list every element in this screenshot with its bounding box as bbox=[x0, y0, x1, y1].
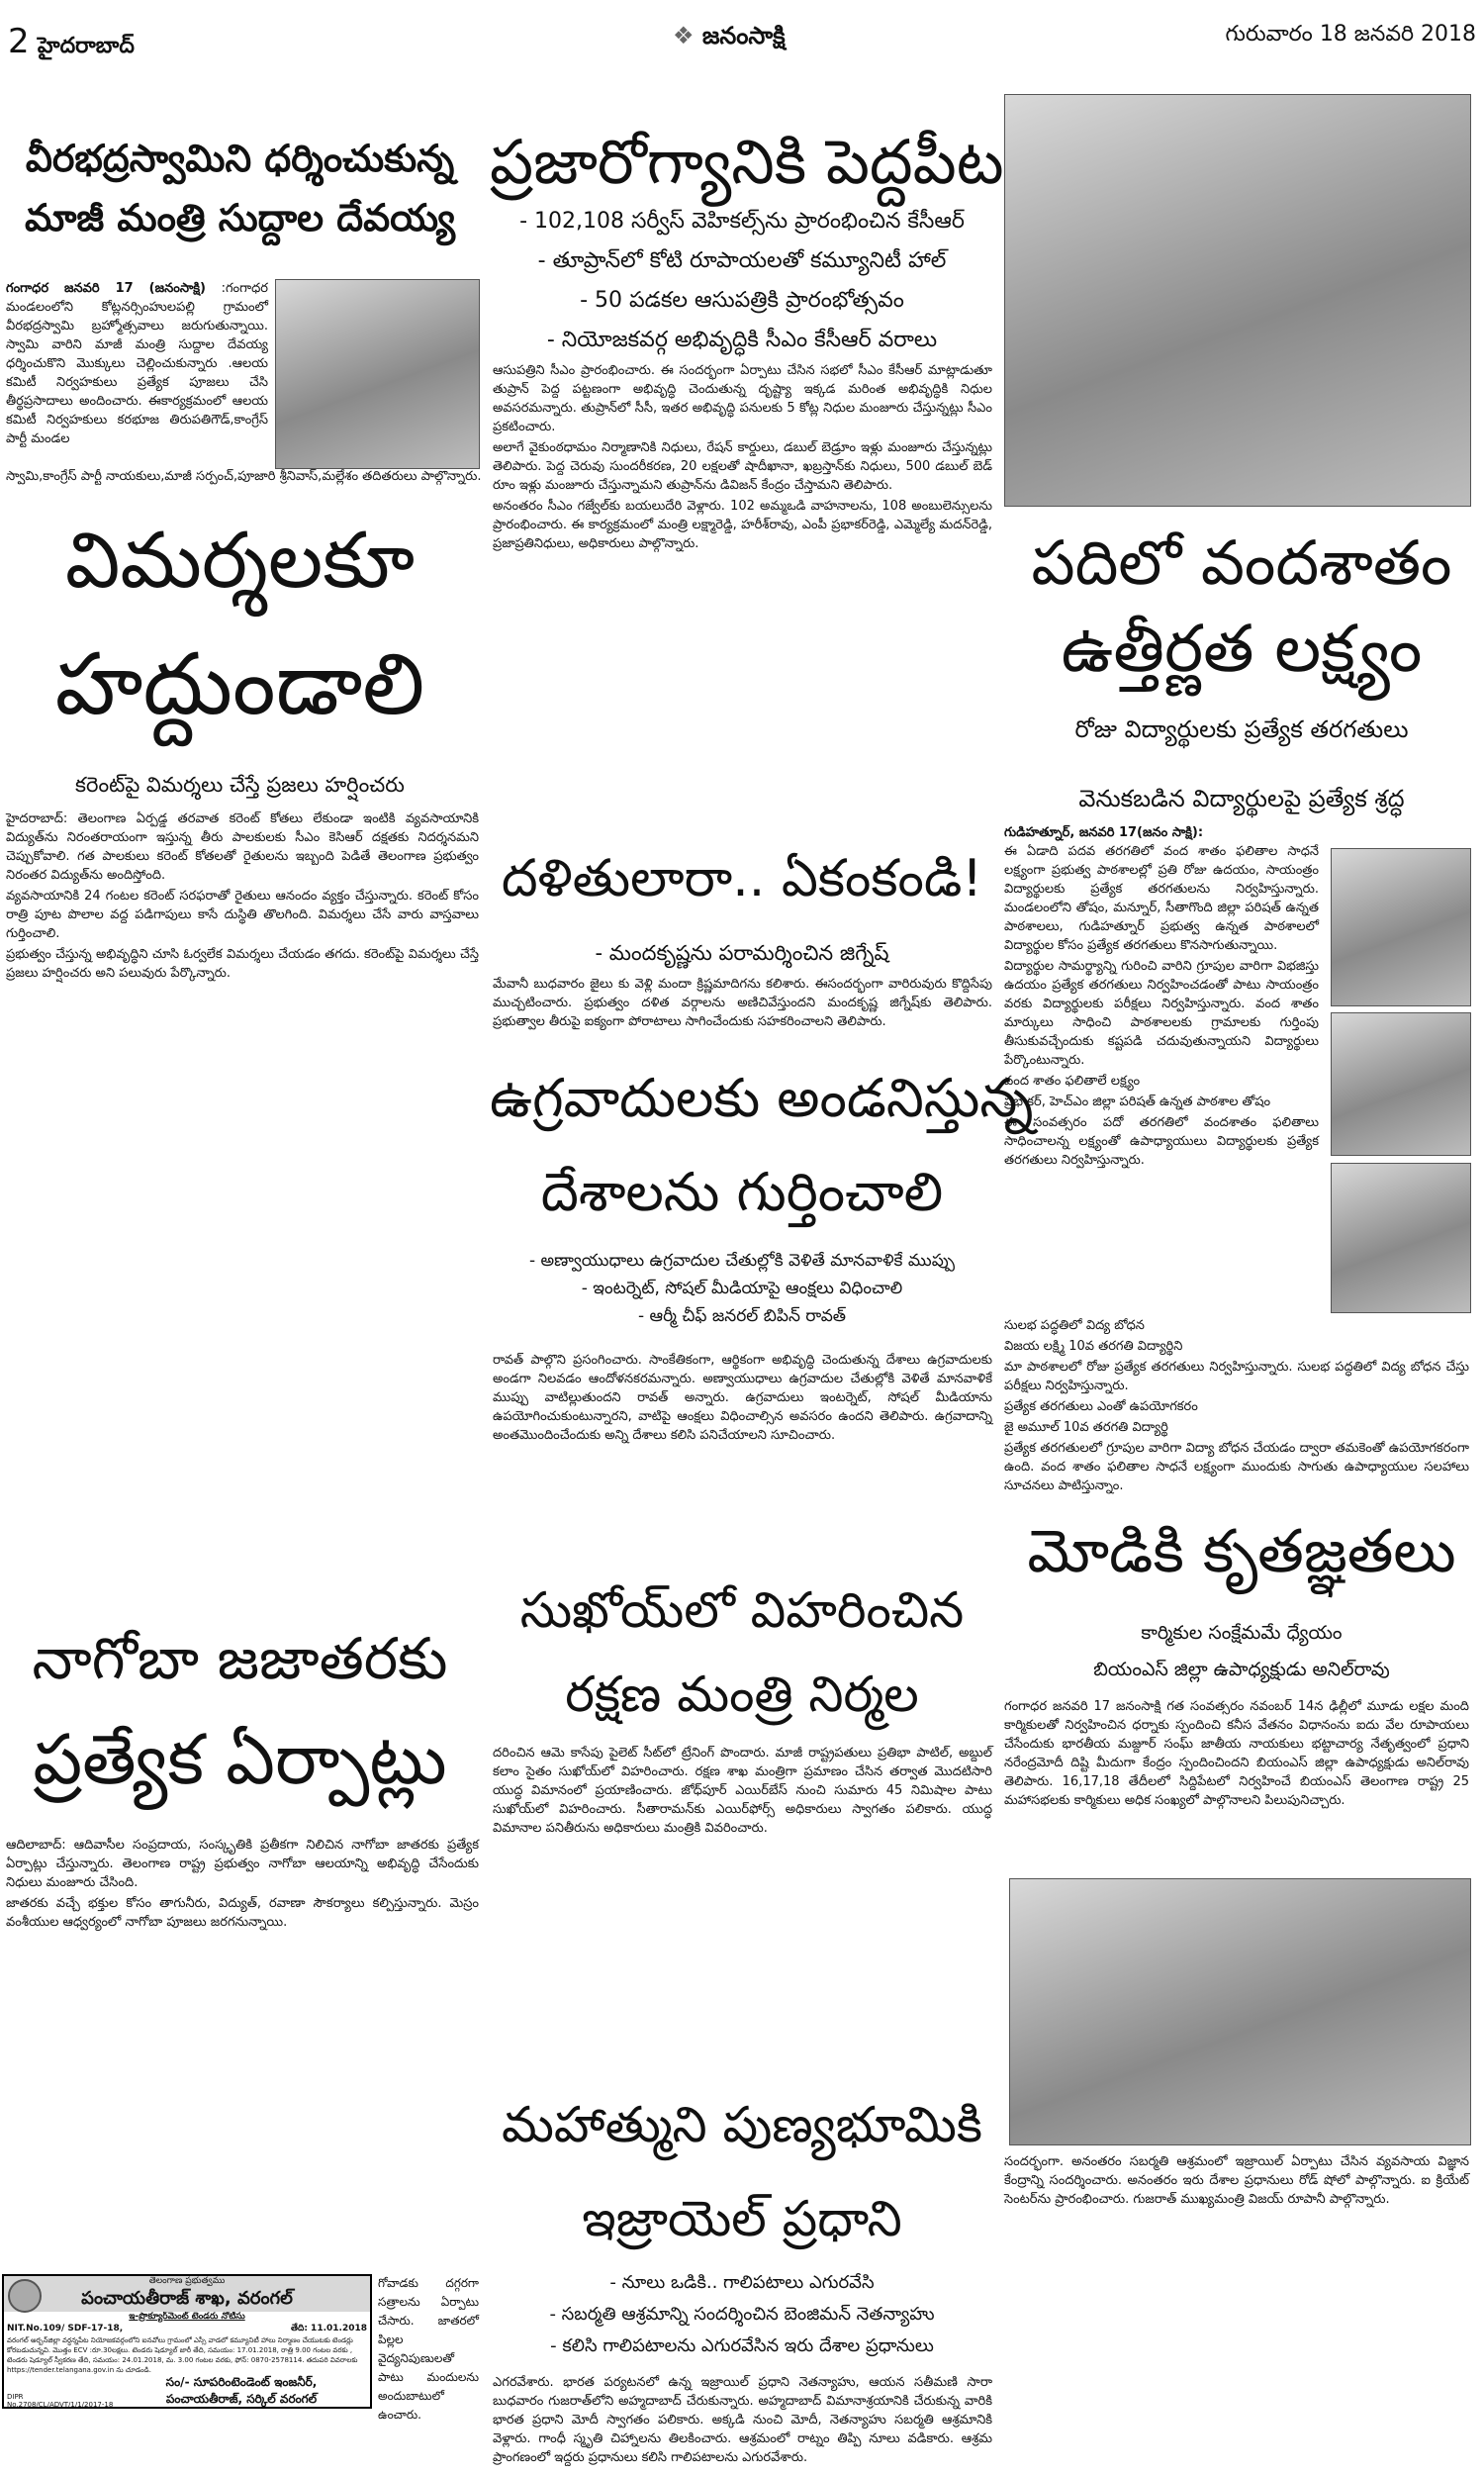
ad-date: తేది: 11.01.2018 bbox=[290, 2324, 367, 2333]
ad-dipr: DIPR No.2708/CL/ADVT/1/1/2017-18 bbox=[7, 2393, 114, 2409]
article-dalit-body: మేవానీ బుధవారం జైలు కు వెళ్లి మందా క్రిష్ణమాదిగను కలిశారు. ఈసందర్భంగా వారిరువురు కొద్దిసేపు ముచ్చటించారు. ప్రభుత్వం దళిత వర్గాలను అణిచివేస్తుందని మందకృష్ణ జిగ్నేష్‌కు తెలిపారు. ప్రభుత్వాల తీరుపై ఐక్యంగా పోరాటాలు సాగించేందుకు సహకరించాలని తెలిపారు. bbox=[493, 977, 992, 1029]
headline-veerabhadra-2: మాజీ మంత్రి సుద్దాల దేవయ్య bbox=[24, 196, 456, 239]
article-bms-body: గంగాధర జనవరి 17 జనంసాక్షి గత సంవత్సరం నవంబర్ 14న ఢిల్లీలో మూడు లక్షల మంది కార్మికులతో నిర్వహించిన ధర్నాకు స్పందించి కనీస వేతనం విధానంను ఐదు వేల రూపాయలు చేసేందుకు భారతీయ మజ్దూర్ సంఘ్ జాతీయ నాయకులు భట్టాచార్య నేతృత్వంలో ప్రధాని నరేంద్రమోదీ దిష్టి మీదుగా కేంద్రం స్పందించిందని బియంఎస్ జిల్లా ఉపాధ్యక్షుడు అనిల్‌రావు తెలిపారు. 16,17,18 తేదీలలో సిద్దిపేటలో నిర్వహించే బియంఎస్ తెలంగాణ రాష్ట్ర 25 మహాసభలకు కార్మికులు అధిక సంఖ్యలో పాల్గొనాలని పిలుపునిచ్చారు. bbox=[1004, 1699, 1469, 1808]
article-nagoba-body: ఆదిలాబాద్‌: ఆదివాసీల సంప్రదాయ, సంస్కృతికి ప్రతీకగా నిలిచిన నాగోబా జాతరకు ప్రత్యేక ఏర్పాట్లు చేస్తున్నారు. తెలంగాణ రాష్ట్ర ప్రభుత్వం నాగోబా ఆలయాన్ని అభివృద్ధి చేసేందుకు నిధులు మంజూరు చేసింది. జాతరకు వచ్చే భక్తుల కోసం తాగునీరు, విద్యుత్‌, రవాణా సౌకర్యాలు కల్పిస్తున్నారు. మెస్రం వంశీయుల ఆధ్వర్యంలో నాగోబా పూజలు జరగనున్నాయి. bbox=[6, 1838, 479, 1930]
headline-nagoba-1: నాగోబా జజాతరకు bbox=[32, 1625, 448, 1692]
bms-meeting-photo bbox=[1009, 1878, 1471, 2145]
headline-israel-pm: ఇజ్రాయెల్ ప్రధాని bbox=[582, 2190, 902, 2247]
ad-nit: NIT.No.109/ SDF-17-18, bbox=[7, 2324, 124, 2333]
article-current-body: హైదరాబాద్‌: తెలంగాణ ఏర్పడ్డ తరవాత కరెంట్ కోతలు లేకుండా ఇంటికి వ్యవసాయానికి విద్యుత్‌ను నిరంతరాయంగా ఇస్తున్న తీరు పాలకులకు సీఎం కెసిఆర్ దక్షతకు నిదర్శనమని చెప్పుకోవాలి. గత పాలకులు కరెంట్ కోతలతో రైతులను ఇబ్బంది పెడితే తెలంగాణ ప్రభుత్వం నిరంతర విద్యుత్‌ను అందిస్తోంది. వ్యవసాయానికి 24 గంటల కరెంట్ సరఫరాతో రైతులు ఆనందం వ్యక్తం చేస్తున్నారు. కరెంట్ కోసం రాత్రి పూట పొలాల వద్ద పడిగాపులు కాసే దుస్థితి తొలగింది. విమర్శలు చేసే వారు వాస్తవాలు గుర్తించాలి. ప్రభుత్వం చేస్తున్న అభివృద్ధిని చూసి ఓర్వలేక విమర్శలు చేయడం తగదు. కరెంట్‌పై విమర్శలు చేస్తే ప్రజలు హర్షించరు అని పలువురు పేర్కొన్నారు. bbox=[6, 811, 479, 981]
issue-date: గురువారం 18 జనవరి 2018 bbox=[1225, 22, 1476, 47]
ad-notice: ఇ-ప్రొక్యూర్‌మెంట్ టెండరు నోటీసు bbox=[129, 2312, 245, 2322]
ad-ref-row bbox=[4, 2324, 370, 2335]
article-veerabhadra-body: గంగాధర జనవరి 17 (జనంసాక్షి) :గంగాధర మండలంలోని కోట్లనర్సింహులపల్లి గ్రామంలో వీరభద్రస్వామి బ్రహ్మోత్సవాలు జరుగుతున్నాయి. స్వామి వారిని మాజీ మంత్రి సుద్దాల దేవయ్య ధర్శించుకొని మొక్కులు చెల్లించుకున్నారు .ఆలయ కమిటీ నిర్వహకులు ప్రత్యేక పూజలు చేసి తీర్థప్రసాదాలు అందించారు. ఈకార్యక్రమంలో ఆలయ కమిటీ నిర్వహకులు కరభూజ తిరుపతిగౌడ్,కాంగ్రేస్ పార్టీ మండల bbox=[6, 281, 268, 446]
dateline: గంగాధర జనవరి 17 (జనంసాక్షి) bbox=[6, 281, 206, 296]
headline-prajarogyaniki: ప్రజారోగ్యానికి పెద్దపీట bbox=[490, 126, 1004, 198]
bullet-leaders: - కలిసి గాలిపటాలను ఎగురవేసిన ఇరు దేశాల ప్రధానులు bbox=[550, 2335, 934, 2356]
headline-nagoba-2: ప్రత్యేక ఏర్పాట్లు bbox=[33, 1719, 447, 1800]
dateline: గుడిహత్నూర్, జనవరి 17(జనం సాక్షి): bbox=[1004, 825, 1204, 840]
headline-vimarshalaku: విమర్శలకూ bbox=[64, 517, 416, 606]
page-number: 2 bbox=[8, 22, 30, 61]
article-tenth-body: గుడిహత్నూర్, జనవరి 17(జనం సాక్షి): ఈ ఏడాది పదవ తరగతిలో వంద శాతం ఫలితాల సాధనే లక్ష్యంగా ప్రభుత్వ పాఠశాలల్లో ప్రతి రోజు ఉదయం, సాయంత్రం విద్యార్థులకు ప్రత్యేక తరగతులను నిర్వహిస్తున్నారు. మండలంలోని తోషం, మన్నూర్, సీతాగొంది జిల్లా పరిషత్ ఉన్నత పాఠశాలలు, గుడిహత్నూర్ ప్రభుత్వ ఉన్నత పాఠశాలలో విద్యార్థుల కోసం ప్రత్యేక తరగతులు కొనసాగుతున్నాయి. విద్యార్థుల సామర్థ్యాన్ని గురించి వారిని గ్రూపుల వారిగా విభజిస్తు ఉదయం ప్రత్యేక తరగతులు నిర్వహించడంతో పాటు సాయంత్రం వరకు విద్యార్థులకు పరీక్షలు నిర్వహిస్తున్నారు. వంద శాతం మార్కులు సాధించి పాఠశాలలకు గ్రామాలకు గుర్తింపు తీసుకువచ్చేందుకు కష్టపడి చదువుతున్నాయని విద్యార్థులు పేర్కొంటున్నారు. వంద శాతం ఫలితాలే లక్ష్యం ప్రభాకర్, హెచ్‌ఎం జిల్లా పరిషత్ ఉన్నత పాఠశాల తోషం ఈ సంవత్సరం పదో తరగతిలో వందశాతం ఫలితాలు సాధించాలన్న లక్ష్యంతో ఉపాధ్యాయులు విద్యార్థులకు ప్రత్యేక తరగతులు నిర్వహిస్తున్నారు. bbox=[1004, 825, 1319, 1168]
ad-footer bbox=[4, 2375, 370, 2409]
government-seal-icon bbox=[8, 2279, 42, 2313]
headline-modiki: మోడికి కృతజ్ఞతలు bbox=[1027, 1517, 1456, 1586]
ad-sign-2: పంచాయతీరాజ్, సర్కిల్ వరంగల్ bbox=[165, 2392, 318, 2406]
section-name: హైదరాబాద్ bbox=[37, 34, 135, 58]
bullet-community-hall: - తూప్రాన్‌లో కోటి రూపాయలతో కమ్యూనిటీ హాల్ bbox=[537, 248, 947, 273]
headline-sukhoi: సుఖోయ్‌లో విహరించిన bbox=[519, 1581, 965, 1639]
ad-title: పంచాయతీరాజ్ శాఖ, వరంగల్ bbox=[81, 2288, 293, 2309]
headline-veerabhadra-1: వీరభద్రస్వామిని ధర్శించుకున్న bbox=[25, 137, 455, 180]
masthead bbox=[673, 22, 786, 55]
quote-jai-amul: జై అమూల్ 10వ తరగతి విద్యార్థి bbox=[1004, 1420, 1168, 1435]
headline-nirmala: రక్షణ మంత్రి నిర్మల bbox=[565, 1666, 919, 1723]
subhead-weak-students: వెనుకబడిన విద్యార్థులపై ప్రత్యేక శ్రద్ధ bbox=[1078, 785, 1405, 812]
article-israel-continued: సందర్భంగా. అనంతరం సబర్మతి ఆశ్రమంలో ఇజ్రాయిల్ ఏర్పాటు చేసిన వ్యవసాయ విజ్ఞాన కేంద్రాన్ని సందర్శించారు. అనంతరం ఇరు దేశాల ప్రధానులు రోడ్ షోలో పాల్గొన్నారు. ఐ క్రియేట్ సెంటర్‌ను ప్రారంభించారు. గుజరాత్ ముఖ్యమంత్రి విజయ్ రూపానీ పాల్గొన్నారు. bbox=[1004, 2154, 1469, 2207]
caption-easy-teaching: సులభ పద్ధతిలో విద్య బోధన bbox=[1004, 1318, 1145, 1333]
subhead-workers-welfare: కార్మికుల సంక్షేమమే ధ్యేయం bbox=[1141, 1622, 1343, 1644]
masthead-logo-icon: ❖ bbox=[673, 22, 695, 49]
masthead-title: జనంసాక్షి bbox=[701, 22, 786, 49]
ad-body: వరంగల్ అర్బన్‌జిల్లా వర్ధన్నపేట నియోజకవర్గంలోని ఐనవోలు గ్రామంలో ఎస్సీ వాడలో కమ్యూనిటీ హాలు నిర్మాణం చేయుటకు టెండర్లు కోరబడుచున్నవి. మొత్తం ECV :రూ.30లక్షలు. టెండరు షెడ్యూల్ జారీ తేది, సమయం: 17.01.2018, రాత్రి 9.00 గంటల వరకు , టెండరు షెడ్యూల్ స్వీకరణ తేది, సమయం: 24.01.2018, మ. 3.00 గంటల వరకు, ఫోన్: 0870-2578114. తదుపరి వివరాలకు https://tender.telangana.gov.in ను చూడండి. bbox=[7, 2336, 358, 2374]
headline-haddundali: హద్దుండాలి bbox=[54, 635, 425, 734]
bullet-hospital: - 50 పడకల ఆసుపత్రికి ప్రారంభోత్సవం bbox=[580, 288, 904, 313]
article-nagoba-side: గోవాడకు దగ్గరగా సత్రాలను ఏర్పాటు చేసారు. జాతరలో పిల్లల వైద్యనిపుణులతో పాటు మందులను అందుబాటులో ఉంచారు. bbox=[378, 2276, 479, 2422]
tender-notice-ad bbox=[2, 2274, 372, 2409]
headline-dalitulara: దళితులారా.. ఏకంకండి! bbox=[501, 849, 983, 908]
bullet-kites: - నూలు ఒడికి.. గాలిపటాలు ఎగురవేసి bbox=[609, 2272, 875, 2293]
subhead-current: కరెంట్‌పై విమర్శలు చేస్తే ప్రజలు హర్షించరు bbox=[75, 773, 405, 797]
caption-100-percent: వంద శాతం ఫలితాలే లక్ష్యం bbox=[1004, 1074, 1141, 1089]
quote-vijaya-lakshmi: విజయ లక్ష్మి 10వ తరగతి విద్యార్థిని bbox=[1004, 1339, 1183, 1354]
bullet-nuclear: - అణ్వాయుధాలు ఉగ్రవాదుల చేతుల్లోకి వెళితే మానవాళికే ముప్పు bbox=[529, 1251, 955, 1271]
ad-gov: తెలంగాణ ప్రభుత్వము bbox=[148, 2276, 226, 2286]
article-tenth-quotes: సులభ పద్ధతిలో విద్య బోధన విజయ లక్ష్మి 10వ తరగతి విద్యార్థిని మా పాఠశాలలో రోజు ప్రత్యేక తరగతులు నిర్వహిస్తున్నారు. సులభ పద్ధతిలో విద్య బోధన చేస్తు పరీక్షలు నిర్వహిస్తున్నారు. ప్రత్యేక తరగతులు ఎంతో ఉపయోగకరం జై అమూల్ 10వ తరగతి విద్యార్థి ప్రత్యేక తరగతులలో గ్రూపుల వారిగా విద్యా బోధన చేయడం ద్వారా తమకెంతో ఉపయోగకరంగా ఉంది. వంద శాతం ఫలితాల సాధనే లక్ష్యంగా ముందుకు సాగుతు ఉపాధ్యాయుల సలహాలు సూచనలు పాటిస్తున్నాం. bbox=[1004, 1318, 1469, 1493]
portrait-jai-amul bbox=[1331, 1163, 1471, 1313]
headline-uttirnata: ఉత్తీర్ణత లక్ష్యం bbox=[1061, 611, 1423, 687]
article-terror-body: రావత్ పాల్గొని ప్రసంగించారు. సాంకేతికంగా, ఆర్థికంగా అభివృద్ధి చెందుతున్న దేశాలు ఉగ్రవాదులకు అండగా నిలవడం ఆందోళనకరమన్నారు. అణ్వాయుధాలు ఉగ్రవాదుల చేతుల్లోకి వెళితే మానవాళికే ముప్పు వాటిల్లుతుందని రావత్ అన్నారు. ఉగ్రవాదులు ఇంటర్నెట్‌, సోషల్‌ మీడియాను ఉపయోగించుకుంటున్నారని, వాటిపై ఆంక్షలు విధించాల్సిన అవసరం ఉందని తెలిపారు. ఉగ్రవాదాన్ని అంతమొందించేందుకు అన్ని దేశాలు కలిసి పనిచేయాలని సూచించారు. bbox=[493, 1353, 992, 1443]
portrait-prabhakar bbox=[1331, 848, 1471, 1006]
ad-banner bbox=[4, 2276, 370, 2312]
quote-prabhakar: ప్రభాకర్, హెచ్‌ఎం జిల్లా పరిషత్ ఉన్నత పాఠశాల తోషం bbox=[1004, 1095, 1271, 1109]
students-classroom-photo bbox=[1004, 94, 1471, 507]
bullet-sabarmati: - సబర్మతి ఆశ్రమాన్ని సందర్శించిన బెంజిమన్ నెతన్యాహు bbox=[549, 2304, 935, 2325]
headline-mahatmuni: మహాత్ముని పుణ్యభూమికి bbox=[502, 2096, 982, 2153]
bullet-constituency: - నియోజకవర్గ అభివృద్ధికి సీఎం కేసీఆర్ వరాలు bbox=[546, 328, 938, 352]
ad-sign-1: సం/- సూపరింటెండెంట్ ఇంజనీర్, bbox=[165, 2375, 318, 2389]
portrait-vijaya-lakshmi bbox=[1331, 1012, 1471, 1156]
bullet-vehicles: - 102,108 సర్వీస్ వెహికల్స్‌ను ప్రారంభించిన కేసీఆర్ bbox=[519, 209, 965, 234]
bullet-internet: - ఇంటర్నెట్, సోషల్ మీడియాపై ఆంక్షలు విధించాలి bbox=[581, 1279, 903, 1298]
caption-useful-classes: ప్రత్యేక తరగతులు ఎంతో ఉపయోగకరం bbox=[1004, 1399, 1198, 1414]
subhead-anil-rao: బియంఎస్ జిల్లా ఉపాధ్యక్షుడు అనిల్‌రావు bbox=[1093, 1659, 1390, 1680]
article-israel-body: ఎగరవేశారు. భారత పర్యటనలో ఉన్న ఇజ్రాయిల్ ప్రధాని నెతన్యాహు, ఆయన సతీమణి సారా బుధవారం గుజరాత్‌లోని అహ్మదాబాద్ చేరుకున్నారు. అహ్మదాబాద్ విమానాశ్రయానికి చేరుకున్న వారికి భారత ప్రధాని మోదీ స్వాగతం పలికారు. అక్కడి నుంచి మోదీ, నెతన్యాహు సబర్మతి ఆశ్రమానికి వెళ్లారు. గాంధీ స్మృతి చిహ్నాలను తిలకించారు. ఆశ్రమంలో రాట్నం తిప్పి నూలు వడికారు. ఆశ్రమ ప్రాంగణంలో ఇద్దరు ప్రధానులు కలిసి గాలిపటాలను ఎగురవేశారు. bbox=[493, 2375, 992, 2465]
subhead-special-classes: రోజు విద్యార్థులకు ప్రత్యేక తరగతులు bbox=[1074, 715, 1409, 743]
bullet-army-chief: - ఆర్మీ చీఫ్ జనరల్ బిపిన్ రావత్ bbox=[637, 1306, 847, 1326]
headline-padilo: పదిలో వందశాతం bbox=[1031, 526, 1452, 599]
article-veerabhadra-tail: స్వామి,కాంగ్రేస్ పార్టీ నాయకులు,మాజీ సర్పంచ్,పూజారి శ్రీనివాస్,మల్లేశం తదితరులు పాల్గొన్నారు. bbox=[6, 469, 482, 484]
article-health-body: ఆసుపత్రిని సీఎం ప్రారంభించారు. ఈ సందర్భంగా ఏర్పాటు చేసిన సభలో సీఎం కేసీఆర్ మాట్లాడుతూ తుప్రాన్ పెద్ద పట్టణంగా అభివృద్ధి చెందుతున్న దృష్ట్యా ఇక్కడ మరింత అభివృద్ధికి నిధుల అవసరమన్నారు. తుప్రాన్‌లో సీసీ, ఇతర అభివృద్ధి పనులకు 5 కోట్ల నిధుల మంజూరు చేస్తున్నట్లు సీఎం ప్రకటించారు. అలాగే వైకుంఠధామం నిర్మాణానికి నిధులు, రేషన్ కార్డులు, డబుల్ బెడ్రూం ఇళ్లు మంజూరు చేస్తున్నట్లు తెలిపారు. పెద్ద చెరువు సుందరీకరణ, 20 లక్షలతో షాదీఖానా, ఖబ్రస్తాన్‌కు నిధులు, 500 డబుల్ బెడ్ రూం ఇళ్లు మంజూరు చేస్తున్నామని తుప్రాన్‌ను డివిజన్ కేంద్రం చేస్తామని తెలిపారు. అనంతరం సీఎం గజ్వేల్‌కు బయలుదేరి వెళ్లారు. 102 అమ్మఒడి వాహనాలను, 108 అంబులెన్సులను ప్రారంభించారు. ఈ కార్యక్రమంలో మంత్రి లక్ష్మారెడ్డి, హరీశ్‌రావు, ఎంపీ ప్రభాకర్‌రెడ్డి, ఎమ్మెల్యే మదన్‌రెడ్డి, ప్రజాప్రతినిధులు, అధికారులు పాల్గొన్నారు. bbox=[493, 363, 992, 551]
article-sukhoi-body: దరించిన ఆమె కాసేపు పైలెట్ సీట్‌లో ట్రేనింగ్ పొందారు. మాజీ రాష్ట్రపతులు ప్రతిభా పాటిల్‌, అబ్దుల్ కలాం సైతం సుఖోయ్‌లో విహరించారు. రక్షణ శాఖ మంత్రిగా ప్రమాణం చేసిన తర్వాత మొదటిసారి యుద్ధ విమానంలో ప్రయాణించారు. జోధ్‌పూర్ ఎయిర్‌బేస్ నుంచి సుమారు 45 నిమిషాల పాటు సుఖోయ్‌లో విహరించారు. సీతారామన్‌కు ఎయిర్‌ఫోర్స్ అధికారులు స్వాగతం పలికారు. యుద్ధ విమానాల పనితీరును అధికారులు మంత్రికి వివరించారు. bbox=[493, 1746, 992, 1836]
headline-deshalanu: దేశాలను గుర్తించాలి bbox=[540, 1161, 944, 1223]
subhead-jignesh: - మందకృష్ణను పరామర్శించిన జిగ్నేష్ bbox=[595, 941, 889, 965]
headline-ugravadulaku: ఉగ్రవాదులకు అండనిస్తున్న bbox=[490, 1067, 1034, 1129]
page-header bbox=[8, 22, 135, 63]
temple-photo bbox=[275, 279, 480, 469]
